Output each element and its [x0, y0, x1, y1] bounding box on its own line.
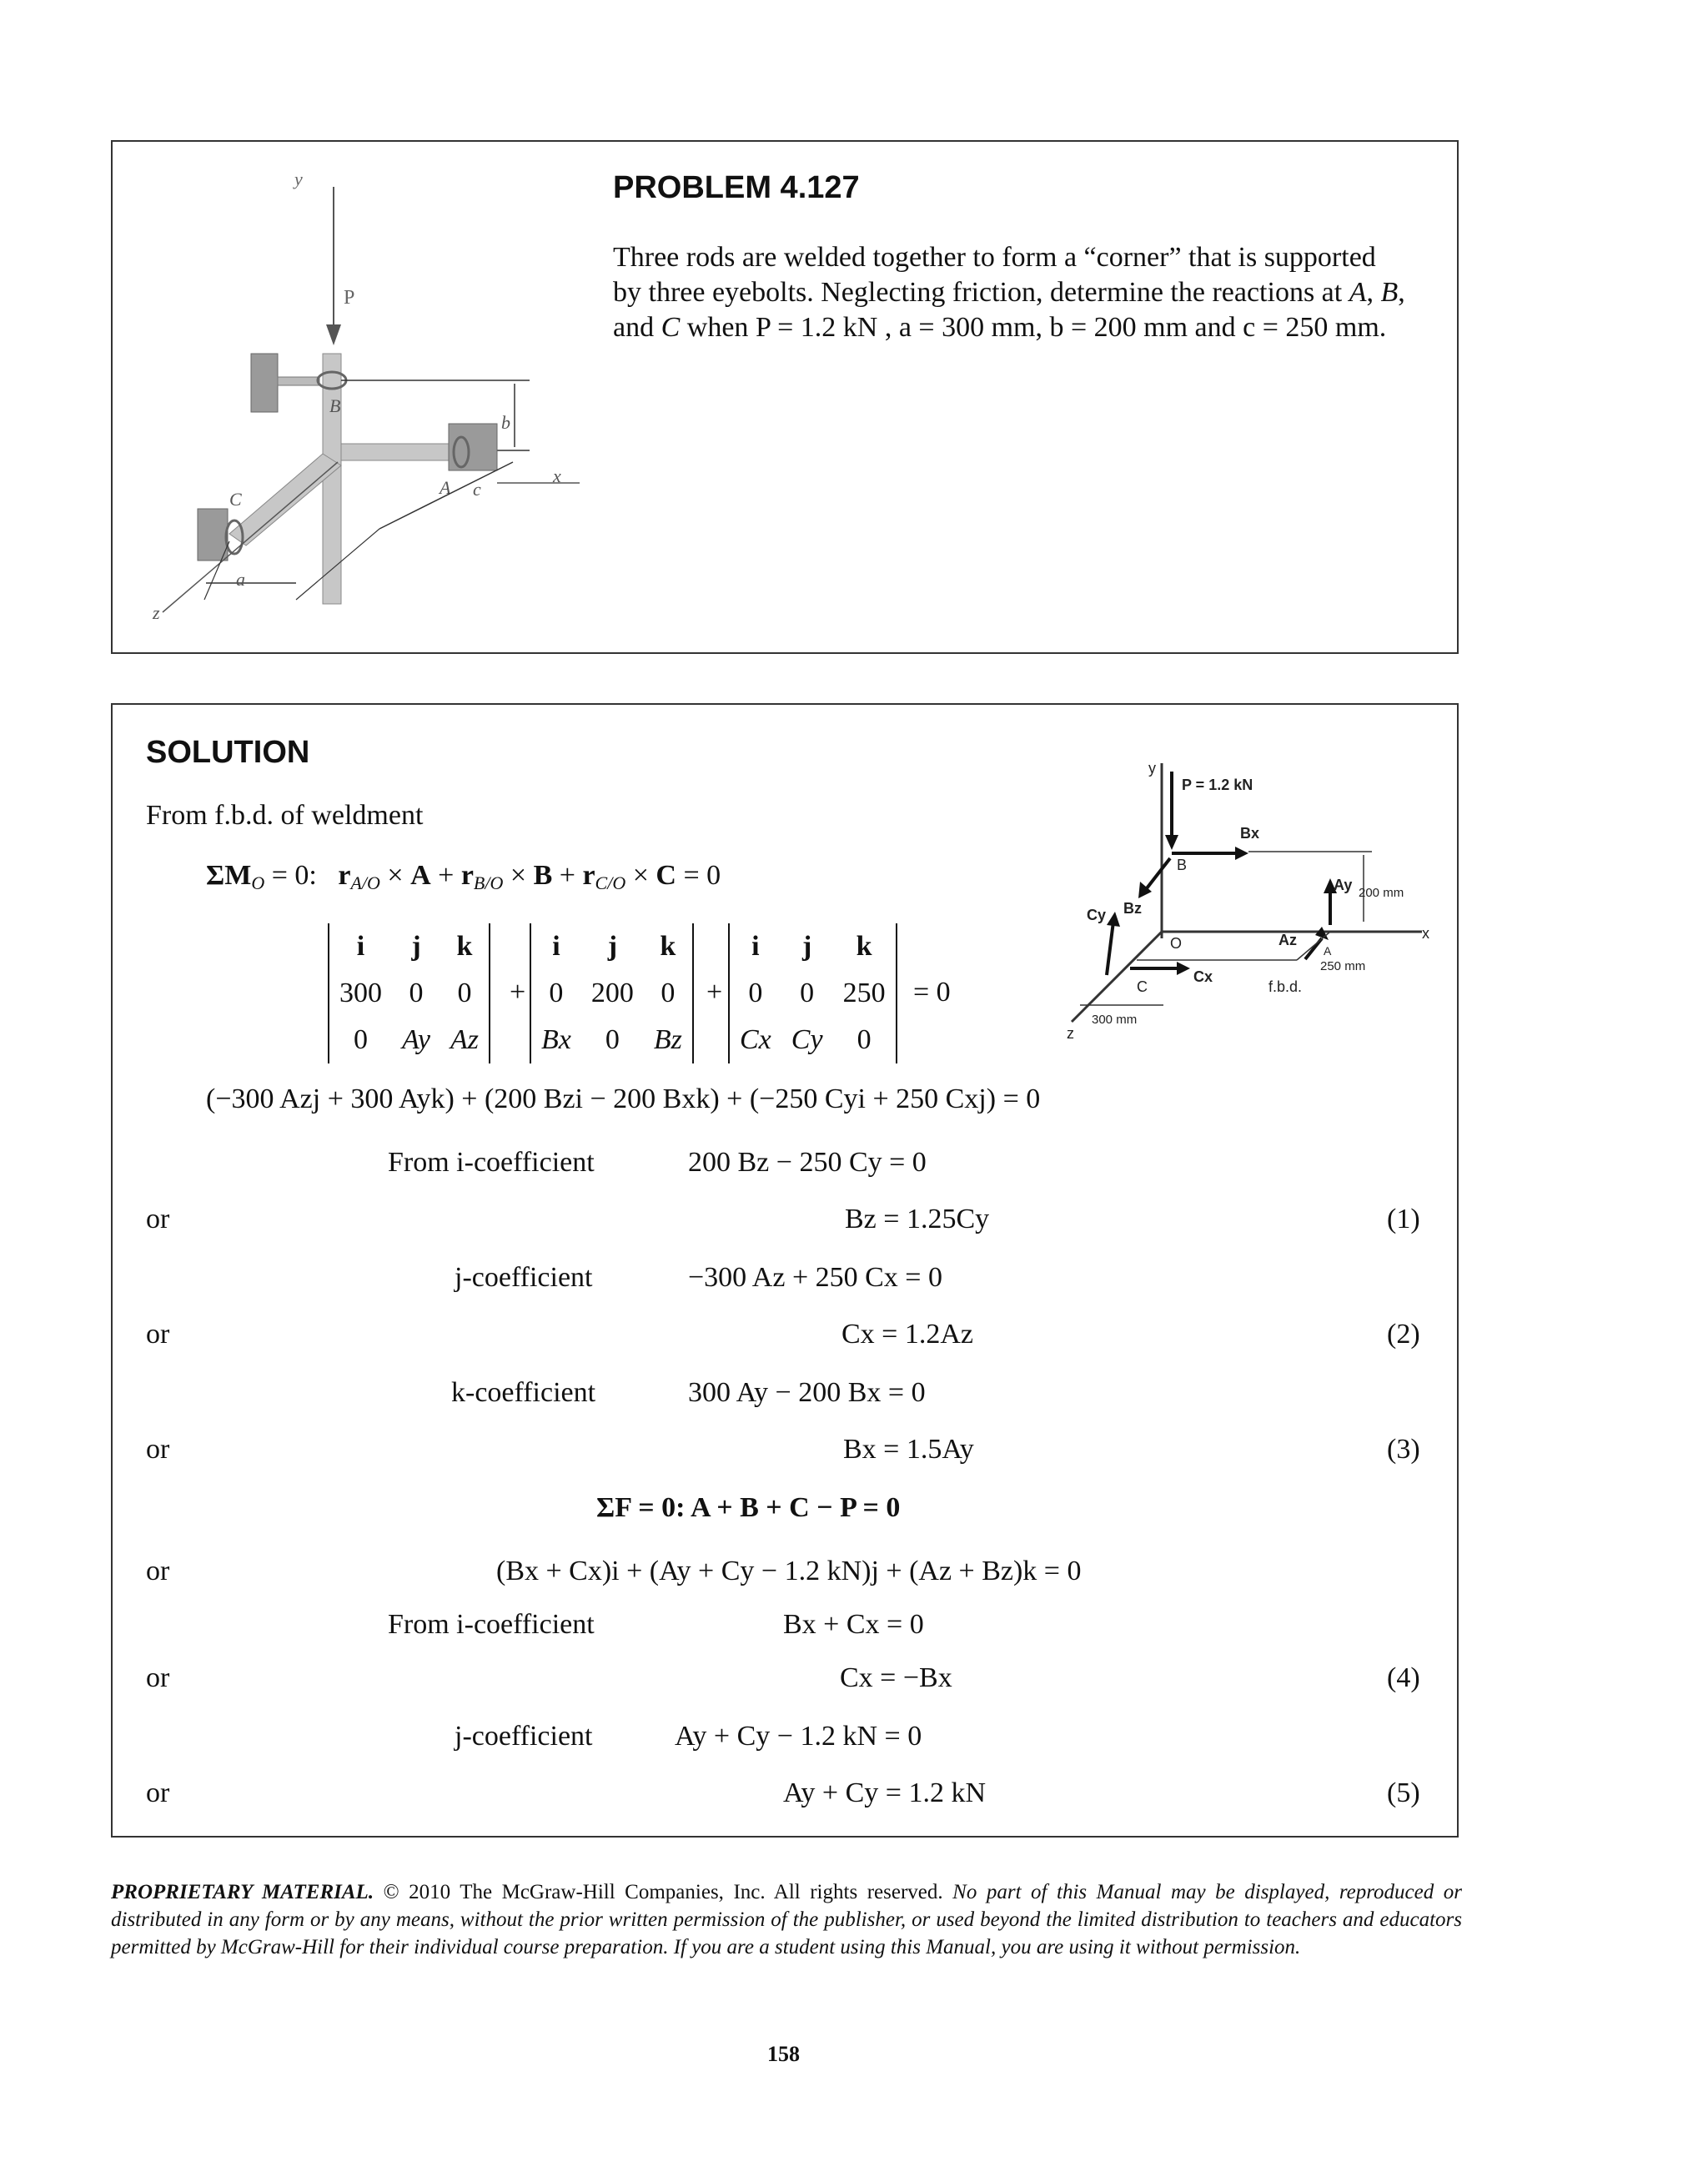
fig-c-dim-label: c	[473, 479, 481, 500]
result-3: Bx = 1.5Ay	[843, 1434, 974, 1465]
fbd-dim200-label: 200 mm	[1359, 886, 1404, 900]
solution-title: SOLUTION	[146, 735, 310, 770]
fbd-cx-label: Cx	[1193, 968, 1213, 985]
problem-text-line2: by three eyebolts. Neglecting friction, determine the reactions at A, B,	[613, 277, 1405, 308]
plus-sign-2: +	[706, 977, 723, 1008]
result-1: Bz = 1.25Cy	[845, 1204, 990, 1234]
fbd-figure	[1055, 755, 1439, 1072]
fig-c-point-label: C	[229, 489, 242, 510]
fig-y-label: y	[294, 168, 303, 189]
from-i-label: From i-coefficient	[388, 1147, 595, 1178]
fbd-bz-label: Bz	[1123, 900, 1142, 917]
fbd-bx-label: Bx	[1240, 825, 1260, 842]
fig-p-label: P	[344, 287, 355, 309]
problem-box	[111, 140, 1459, 654]
determinant-2: i j k 0 200 0 Bx 0 Bz	[530, 923, 694, 1063]
eq-i: 200 Bz − 250 Cy = 0	[688, 1147, 927, 1178]
force-expanded: (Bx + Cx)i + (Ay + Cy − 1.2 kN)j + (Az + Bz)k = 0	[496, 1556, 1082, 1586]
fbd-az-label: Az	[1278, 932, 1297, 948]
fig-a-point-label: A	[440, 477, 451, 498]
result-5: Ay + Cy = 1.2 kN	[783, 1777, 987, 1808]
fig-z-label: z	[153, 602, 160, 623]
problem-figure	[129, 145, 596, 654]
fig-a-dim-label: a	[236, 569, 245, 590]
result-2: Cx = 1.2Az	[841, 1319, 973, 1350]
fbd-c-label: C	[1137, 978, 1148, 995]
eq-j-2: Ay + Cy − 1.2 kN = 0	[675, 1721, 922, 1752]
fbd-y-label: y	[1148, 760, 1156, 777]
footer-italic: No part of this Manual may be displayed, reproduced or distributed in any form or by any means, without the prior written permission of the publisher, or used beyond the limited distribution to teachers and educators permitted by McGraw-Hill for their individual course preparation. If you are a student using this Manual, you are using it without permission.	[111, 1881, 1462, 1958]
or-6: or	[146, 1777, 170, 1808]
footer-normal: © 2010 The McGraw-Hill Companies, Inc. All rights reserved.	[374, 1881, 943, 1903]
footer-bold: PROPRIETARY MATERIAL.	[111, 1881, 374, 1903]
problem-title: PROBLEM 4.127	[613, 170, 860, 205]
or-4: or	[146, 1556, 170, 1586]
determinant-1: i j k 300 0 0 0 Ay Az	[328, 923, 490, 1063]
eq-j: −300 Az + 250 Cx = 0	[688, 1262, 942, 1293]
problem-text-line1: Three rods are welded together to form a “corner” that is supported	[613, 242, 1376, 273]
or-3: or	[146, 1434, 170, 1465]
fbd-cy-label: Cy	[1087, 907, 1107, 923]
eq-number-5: (5)	[1387, 1777, 1420, 1808]
solution-box	[111, 703, 1459, 1838]
fbd-dim250-label: 250 mm	[1320, 959, 1366, 973]
problem-text-line3: and C when P = 1.2 kN , a = 300 mm, b = 200 mm and c = 250 mm.	[613, 312, 1387, 343]
determinant-3: i j k 0 0 250 Cx Cy 0	[728, 923, 897, 1063]
or-1: or	[146, 1204, 170, 1234]
j-coefficient-label-2: j-coefficient	[455, 1721, 593, 1752]
page-number: 158	[767, 2042, 800, 2066]
fig-b-dim-label: b	[501, 412, 510, 433]
det-equals-zero: = 0	[913, 977, 951, 1008]
solution-intro: From f.b.d. of weldment	[146, 800, 424, 831]
fig-b-point-label: B	[329, 395, 341, 416]
eq-number-2: (2)	[1387, 1319, 1420, 1350]
eq-number-3: (3)	[1387, 1434, 1420, 1465]
fbd-dim300-label: 300 mm	[1092, 1013, 1138, 1027]
expanded-equation: (−300 Azj + 300 Ayk) + (200 Bzi − 200 Bxk) + (−250 Cyi + 250 Cxj) = 0	[206, 1083, 1041, 1114]
eq-number-1: (1)	[1387, 1204, 1420, 1234]
fbd-ay-label: Ay	[1334, 877, 1353, 893]
fbd-p-label: P = 1.2 kN	[1182, 777, 1253, 793]
fbd-z-label: z	[1067, 1025, 1074, 1042]
plus-sign-1: +	[510, 977, 526, 1008]
result-4: Cx = −Bx	[840, 1662, 952, 1693]
fbd-o-label: O	[1170, 935, 1183, 952]
fbd-fbd-label: f.b.d.	[1268, 978, 1303, 995]
k-coefficient-label: k-coefficient	[451, 1377, 596, 1408]
copyright-footer	[111, 1878, 1462, 1961]
moment-equation: $\Sigma M_O = 0$: $r_{A/O} \times A + r_{B/O} \times B + r_{C/O} \times C = 0$	[206, 860, 721, 893]
eq-i-2: Bx + Cx = 0	[783, 1609, 924, 1640]
or-5: or	[146, 1662, 170, 1693]
fig-x-label: x	[553, 465, 561, 486]
or-2: or	[146, 1319, 170, 1350]
from-i-label-2: From i-coefficient	[388, 1609, 595, 1640]
force-equation: ΣF = 0: A + B + C − P = 0	[596, 1492, 901, 1523]
fbd-x-label: x	[1422, 925, 1429, 942]
fbd-b-label: B	[1177, 857, 1188, 873]
eq-k: 300 Ay − 200 Bx = 0	[688, 1377, 926, 1408]
eq-number-4: (4)	[1387, 1662, 1420, 1693]
j-coefficient-label: j-coefficient	[455, 1262, 593, 1293]
fbd-a-label: A	[1324, 944, 1332, 958]
